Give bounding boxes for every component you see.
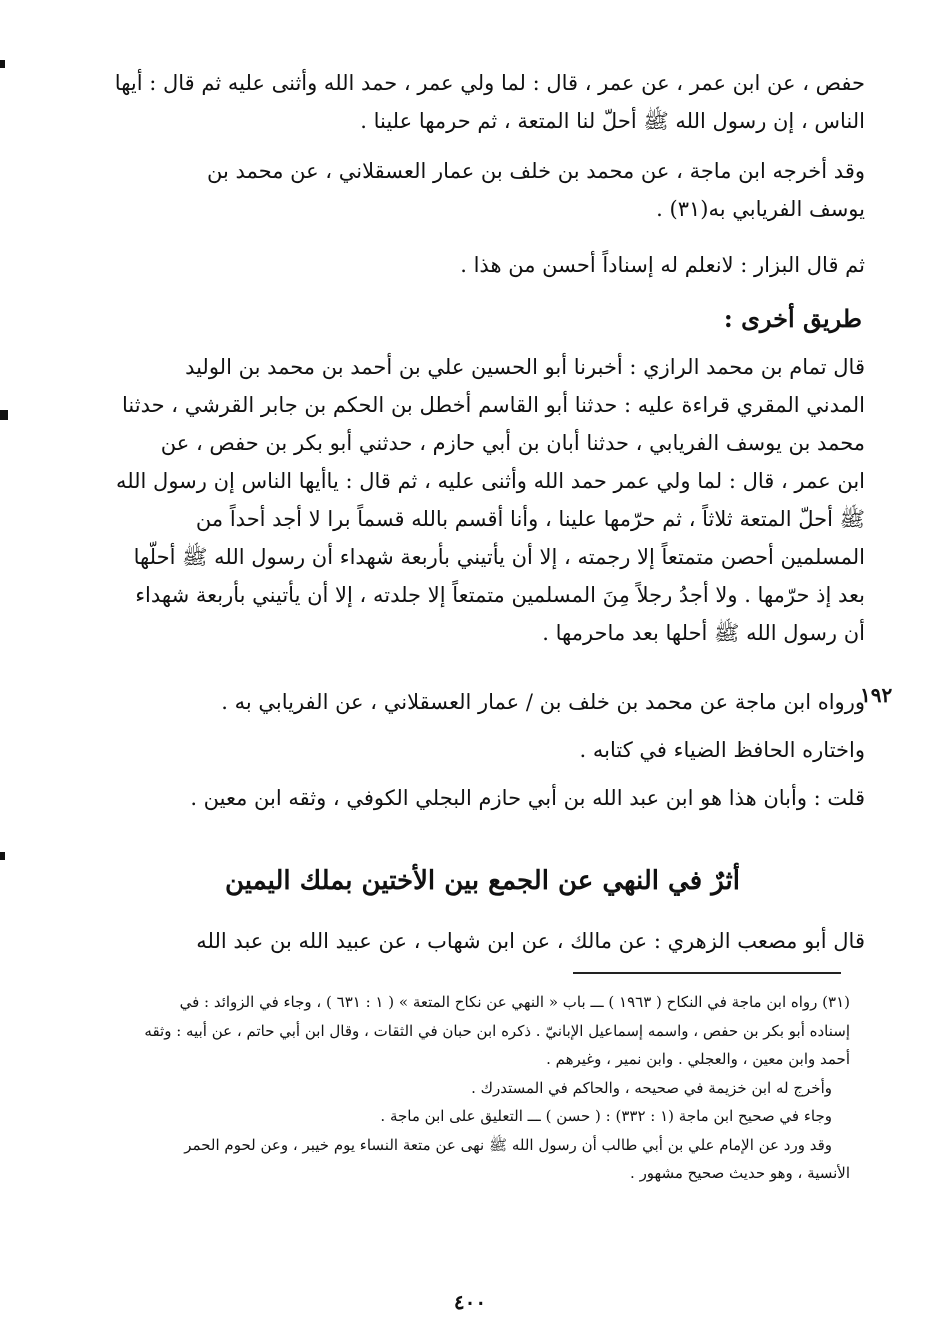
paragraph-2 — [100, 152, 865, 228]
footnote-line: الأنسية ، وهو حديث صحيح مشهور . — [630, 1164, 850, 1182]
text-line: المدني المقري قراءة عليه : حدثنا أبو القاسم أخطل بن الحكم بن جابر القرشي ، حدثنا — [121, 393, 865, 417]
text-line: ورواه ابن ماجة عن محمد بن خلف بن / عمار العسقلاني ، عن الفريابي به . — [221, 690, 865, 714]
paragraph-4 — [100, 348, 865, 652]
text-line: حفص ، عن ابن عمر ، عن عمر ، قال : لما ولي عمر ، حمد الله وأثنى عليه ثم قال : أيها — [114, 71, 865, 95]
paragraph-6 — [100, 731, 865, 769]
scan-mark — [0, 410, 8, 420]
text-line: الناس ، إن رسول الله ﷺ أحلّ لنا المتعة ، ثم حرمها علينا . — [360, 109, 865, 133]
scan-mark — [0, 852, 5, 860]
text-line: ابن عمر ، قال : لما ولي عمر حمد الله وأثنى عليه ، ثم قال : ياأيها الناس إن رسول الله — [115, 469, 865, 493]
footnote-line: وأخرج له ابن خزيمة في صحيحه ، والحاكم في المستدرك . — [471, 1078, 832, 1097]
text-line: وقد أخرجه ابن ماجة ، عن محمد بن خلف بن عمار العسقلاني ، عن محمد بن — [206, 159, 865, 183]
text-line: أن رسول الله ﷺ أحلها بعد ماحرمها . — [542, 621, 865, 645]
text-line: المسلمين أحصن متمتعاً إلا رجمته ، إلا أن يأتيني بأربعة شهداء أن رسول الله ﷺ أحلّها — [133, 545, 865, 569]
section-heading: أثرٌ في النهي عن الجمع بين الأختين بملك اليمين — [225, 866, 740, 896]
scan-mark — [0, 60, 5, 68]
footnote-line: (٣١) رواه ابن ماجة في النكاح ( ١٩٦٣ ) ـــ باب « النهي عن نكاح المتعة » ( ١ : ٦٣١ ) ، وجاء في الزوائد : في — [179, 993, 850, 1011]
subheading-other-route: طريق أخرى : — [723, 304, 862, 333]
text-line: ثم قال البزار : لانعلم له إسناداً أحسن من هذا . — [460, 253, 865, 277]
footnote-line: أحمد وابن معين ، والعجلي . وابن نمير ، وغيرهم . — [546, 1050, 850, 1068]
paragraph-3 — [100, 246, 865, 284]
text-line: ﷺ أحلّ المتعة ثلاثاً ، ثم حرّمها علينا ، وأنا أقسم بالله قسماً برا لا أجد أحداً من — [195, 507, 865, 531]
margin-page-reference: ١٩٢ — [860, 683, 893, 707]
paragraph-5 — [100, 683, 865, 721]
text-line: يوسف الفريابي به(٣١) . — [656, 197, 865, 221]
footnote-line: وقد ورد عن الإمام علي بن أبي طالب أن رسول الله ﷺ نهى عن متعة النساء يوم خيبر ، وعن لحوم الحمر — [184, 1135, 832, 1154]
text-line: قلت : وأبان هذا هو ابن عبد الله بن أبي حازم البجلي الكوفي ، وثقه ابن معين . — [190, 786, 865, 810]
paragraph-1 — [100, 64, 865, 140]
footnote-line: وجاء في صحيح ابن ماجة (١ : ٣٣٢) : ( حسن ) ـــ التعليق على ابن ماجة . — [380, 1107, 832, 1125]
paragraph-8 — [100, 922, 865, 960]
footnote-line: إسناده أبو بكر بن حفص ، واسمه إسماعيل الإبانيّ . ذكره ابن حبان في الثقات ، وقال ابن أبي حاتم ، عن أبيه : وثقه — [144, 1021, 850, 1040]
text-line: محمد بن يوسف الفريابي ، حدثنا أبان بن أبي حازم ، حدثني أبو بكر بن حفص ، عن — [160, 431, 865, 455]
text-line: بعد إذ حرّمها . ولا أجدُ رجلاً مِنَ المسلمين متمتعاً إلا جلدته ، إلا أن يأتيني بأربعة شهداء — [135, 583, 865, 607]
text-line: قال أبو مصعب الزهري : عن مالك ، عن ابن شهاب ، عن عبيد الله بن عبد الله — [196, 929, 865, 953]
text-line: واختاره الحافظ الضياء في كتابه . — [579, 738, 865, 762]
footnotes — [100, 988, 850, 1188]
footnote-separator — [573, 972, 841, 974]
page-number: ٤٠٠ — [453, 1290, 487, 1314]
paragraph-7 — [100, 779, 865, 817]
text-line: قال تمام بن محمد الرازي : أخبرنا أبو الحسين علي بن أحمد بن محمد بن الوليد — [185, 355, 865, 379]
